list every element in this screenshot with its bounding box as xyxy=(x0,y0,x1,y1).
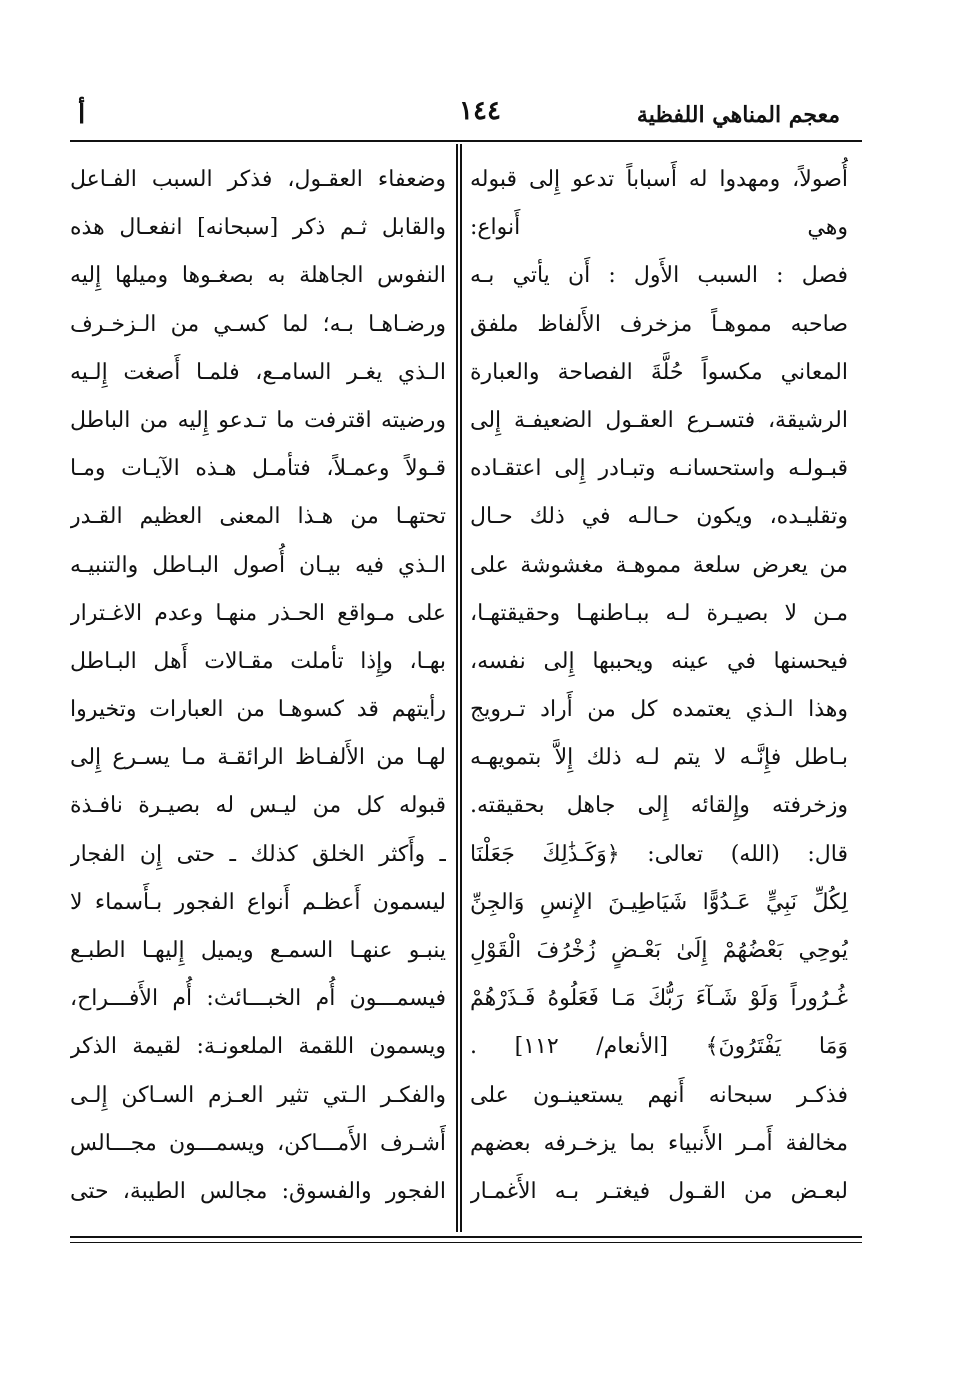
text-line: غُـرُوراً وَلَوْ شَـآءَ رَبُّكَ مَـا فَعَلُوهُ فَـذَرْهُمْ xyxy=(470,986,848,1012)
text-line: ورضـاهـا بـه؛ لما كسـي من الـزخـرف xyxy=(70,311,446,337)
text-line: وضعفاء العقـول، فذكر السبب الفـاعل xyxy=(70,167,446,192)
page-header xyxy=(70,96,850,136)
text-line: لبعـض من القـول فيغتـر بـه الأَغمـار xyxy=(470,1178,848,1204)
text-line: فيسمـــون أُم الخبـــائث: أُم الأَفـــراح، xyxy=(70,986,446,1012)
section-marker: أ xyxy=(78,100,86,130)
text-line: مخالفة أَمـر الأَنبياء بما يزخـرفه بعضهم xyxy=(470,1130,848,1156)
footer-rule xyxy=(70,1236,862,1238)
text-line: ويسمون اللقمة الملعونـة: لقيمة الذكر xyxy=(70,1034,446,1060)
text-line: وزخرفته وإِلقائه إِلى جاهل بحقيقته. xyxy=(470,793,848,819)
text-line: مـن لا بصيـرة لـه ببـاطنهـا وحقيقتهـا، xyxy=(470,600,848,626)
text-line: الفجور والفسوق: مجالس الطيبة، حتى xyxy=(70,1178,446,1204)
text-line: النفوس الجاهلة به بصغـوها وميلها إِليه xyxy=(70,263,446,289)
text-line: من يعرض سلعة مموهـة مغشوشة على xyxy=(470,552,848,578)
text-line: وَمَا يَفْتَرُونَ﴾ [الأنعام/ ١١٢] . xyxy=(470,1034,848,1060)
text-line: قال: (الله) تعالى: ﴿وَكَـذَٰلِكَ جَعَلْنَا xyxy=(470,841,848,867)
left-column xyxy=(70,156,446,1216)
text-line: فذكـر سبحانه أَنهم يستعينـون على xyxy=(470,1082,848,1108)
text-line: فيحسنها في عينه ويحببها إِلى نفسه، xyxy=(470,648,848,674)
text-line: المعاني مكسواً حُلَّةَ الفصاحة والعبارة xyxy=(470,359,848,385)
footer-rule-thin xyxy=(70,1242,862,1243)
text-line: يُوحِي بَعْضُهُمْ إِلَىٰ بَعْـضٍ زُخْرُفَ الْقَوْلِ xyxy=(470,938,848,963)
text-line: وتقليـده، ويكون حـالـه في ذلك حـال xyxy=(470,504,848,530)
text-line: لِكُلِّ نَبِيٍّ عَـدُوًّا شَيَاطِيـنَ الإِنسِ وَالجِنِّ xyxy=(470,889,848,915)
text-line: على مـواقع الحـذر منهـا وعدم الاغـترار xyxy=(70,600,446,626)
text-line: صاحبه مموهـاً مزخرف الأَلفاظ ملفق xyxy=(470,311,848,337)
text-line: الـذي فيه بيـان أُصول البـاطل والتنبيـه xyxy=(70,552,446,578)
text-line: الرشيقة، فتسـرع العقـول الضعيفـة إِلى xyxy=(470,407,848,433)
text-line: قـولاً وعمـلاً، فتأمـل هـذه الآيـات ومـا xyxy=(70,456,446,482)
text-line: فصل : السبب الأَول : أَن يأتي بـه xyxy=(470,263,848,289)
text-line: وهي أَنواع: xyxy=(470,215,848,241)
text-line: وهذا الـذي يعتمده كل من أَراد تـرويج xyxy=(470,697,848,723)
text-line: قبـولـه واستحسانـه وتبـادر إِلى اعتقـاده xyxy=(470,456,848,482)
text-line: تحتهـا من هـذا المعنى العظيم القـدر xyxy=(70,504,446,530)
text-line: ـ وأَكثر الخلق كذلك ـ حتى إِن الفجار xyxy=(70,841,446,867)
text-line: ورضيته اقترفت ما تـدعو إِليه من الباطل xyxy=(70,407,446,433)
header-rule xyxy=(70,140,862,142)
page-number: ١٤٤ xyxy=(459,96,501,126)
text-line: لهـا من الأَلفـاظ الرائقـة مـا يسـرع إِلى xyxy=(70,745,446,771)
text-line: بهـا، وإِذا تأملت مقـالات أَهل البـاطل xyxy=(70,648,446,674)
text-line: بـاطل فإِنَّـه لا يتم لـه ذلك إِلاَّ بتمويهـه xyxy=(470,745,848,771)
text-line: قبوله كل من ليـس له بصيـرة نافـذة xyxy=(70,793,446,819)
text-line: أَشـرف الأَمـــاكن، ويسمـــون مجـــالس xyxy=(70,1130,446,1156)
book-title: معجم المناهي اللفظية xyxy=(636,102,840,128)
right-column xyxy=(470,156,848,1216)
column-divider xyxy=(456,144,462,1232)
text-line: الـذي يغـر السامـع، فلمـا أَصغت إِلـيه xyxy=(70,359,446,385)
text-line: ينبـو عنهـا السمـع ويميل إِليهـا الطبـع xyxy=(70,938,446,963)
text-line: والقابل ثـم ذكر [سبحانه] انفعـال هذه xyxy=(70,215,446,241)
text-line: ليسمون أَعظـم أَنواع الفجور بـأَسماء لا xyxy=(70,889,446,915)
text-line: أُصولاً، ومهدوا له أَسباباً تدعو إِلى قبوله xyxy=(470,167,848,192)
text-line: رأيتهم قد كسوهـا من العبارات وتخيروا xyxy=(70,697,446,723)
text-line: والفكـر الـتي تثير العـزم السـاكن إِلـى xyxy=(70,1082,446,1108)
